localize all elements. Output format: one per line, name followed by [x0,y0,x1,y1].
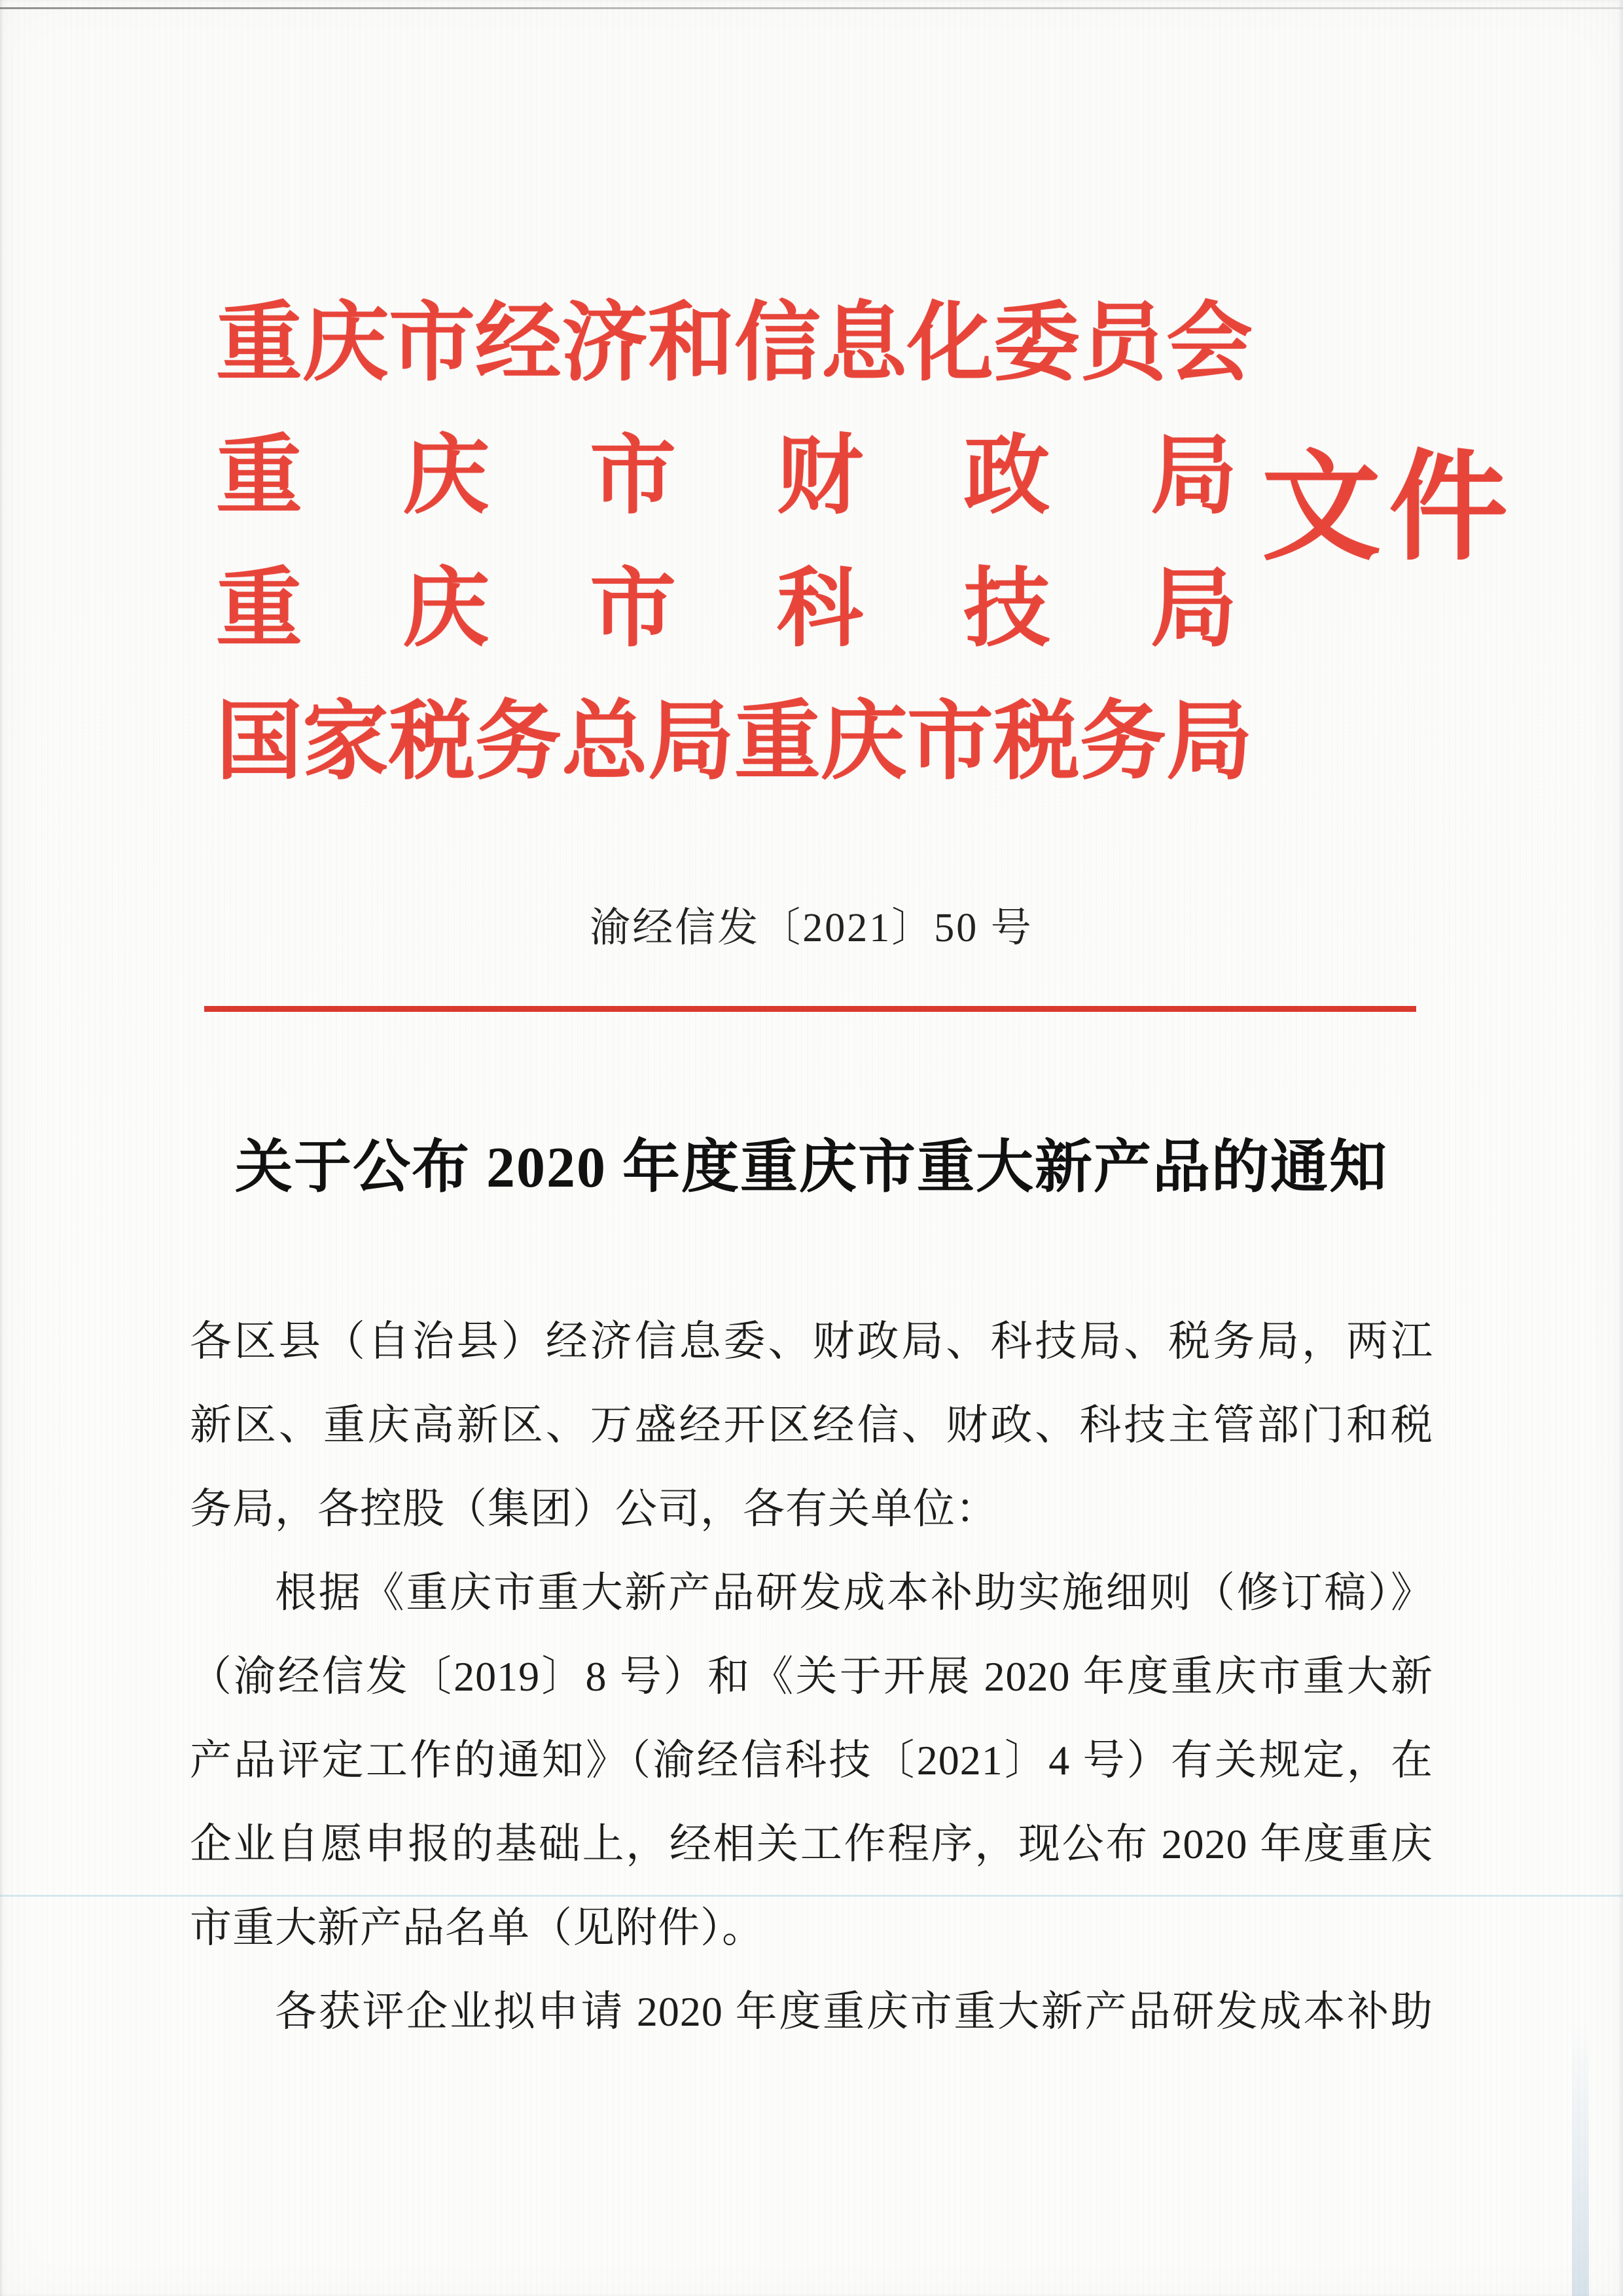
agency-name-taxation-bureau [216,675,1253,808]
scan-artifact-line [0,1895,1623,1897]
org-name-character: 经 [475,295,562,391]
org-name-character: 重 [734,693,821,790]
body-text-line: 各区县（自治县）经济信息委、财政局、科技局、税务局，两江 [190,1318,1433,1365]
org-name-character: 重 [216,295,302,391]
org-name-character: 庆 [821,693,907,790]
org-name-character: 局 [1150,427,1237,524]
org-name-character: 局 [648,693,734,790]
org-name-character: 家 [302,693,389,790]
document-body [190,1300,1433,2054]
org-name-character: 市 [590,560,677,657]
body-text-line: 根据《重庆市重大新产品研发成本补助实施细则（修订稿）》 [275,1570,1433,1616]
agency-name-science-technology-bureau [216,543,1237,675]
document-title: 关于公布 2020 年度重庆市重大新产品的通知 [234,1136,1388,1200]
org-name-character: 委 [993,295,1080,391]
document-type-label: 文件 [1262,443,1516,575]
agency-name-economic-information-commission [216,277,1253,410]
scan-top-edge [0,7,1623,9]
org-name-character: 国 [216,693,302,790]
org-name-character: 市 [907,693,993,790]
org-name-character: 局 [1166,693,1253,790]
org-name-character: 济 [562,295,648,391]
org-name-character: 重 [216,427,302,524]
org-name-character: 政 [963,427,1050,524]
org-name-character: 化 [907,295,993,391]
org-name-character: 技 [963,560,1050,657]
org-name-character: 务 [475,693,562,790]
org-name-character: 科 [776,560,863,657]
body-text-line: （渝经信发〔2019〕8 号）和《关于开展 2020 年度重庆市重大新 [190,1653,1433,1700]
org-name-character: 信 [734,295,821,391]
body-text-line: 企业自愿申报的基础上，经相关工作程序，现公布 2020 年度重庆 [190,1821,1433,1867]
org-name-character: 务 [1080,693,1166,790]
document-number: 渝经信发〔2021〕50 号 [590,906,1033,950]
body-text-line: 产品评定工作的通知》（渝经信科技〔2021〕4 号）有关规定，在 [190,1737,1433,1784]
org-name-character: 财 [776,427,863,524]
org-name-character: 总 [562,693,648,790]
body-text-line: 市重大新产品名单（见附件）。 [190,1905,764,1951]
agency-name-finance-bureau [216,410,1237,543]
org-name-character: 庆 [402,427,490,524]
org-name-character: 税 [389,693,475,790]
org-name-character: 重 [216,560,302,657]
org-name-character: 税 [993,693,1080,790]
org-name-character: 会 [1166,295,1253,391]
org-name-character: 庆 [402,560,490,657]
red-separator-rule [204,1006,1416,1012]
org-name-character: 局 [1150,560,1237,657]
issuing-agencies-block [216,277,1253,808]
org-name-character: 员 [1080,295,1166,391]
scan-right-edge-shadow [1572,2021,1589,2296]
body-text-line: 各获评企业拟申请 2020 年度重庆市重大新产品研发成本补助 [275,1988,1433,2035]
org-name-character: 和 [648,295,734,391]
org-name-character: 市 [389,295,475,391]
org-name-character: 庆 [302,295,389,391]
body-text-line: 务局，各控股（集团）公司，各有关单位： [190,1486,998,1532]
org-name-character: 市 [590,427,677,524]
org-name-character: 息 [821,295,907,391]
body-text-line: 新区、重庆高新区、万盛经开区经信、财政、科技主管部门和税 [190,1402,1433,1448]
